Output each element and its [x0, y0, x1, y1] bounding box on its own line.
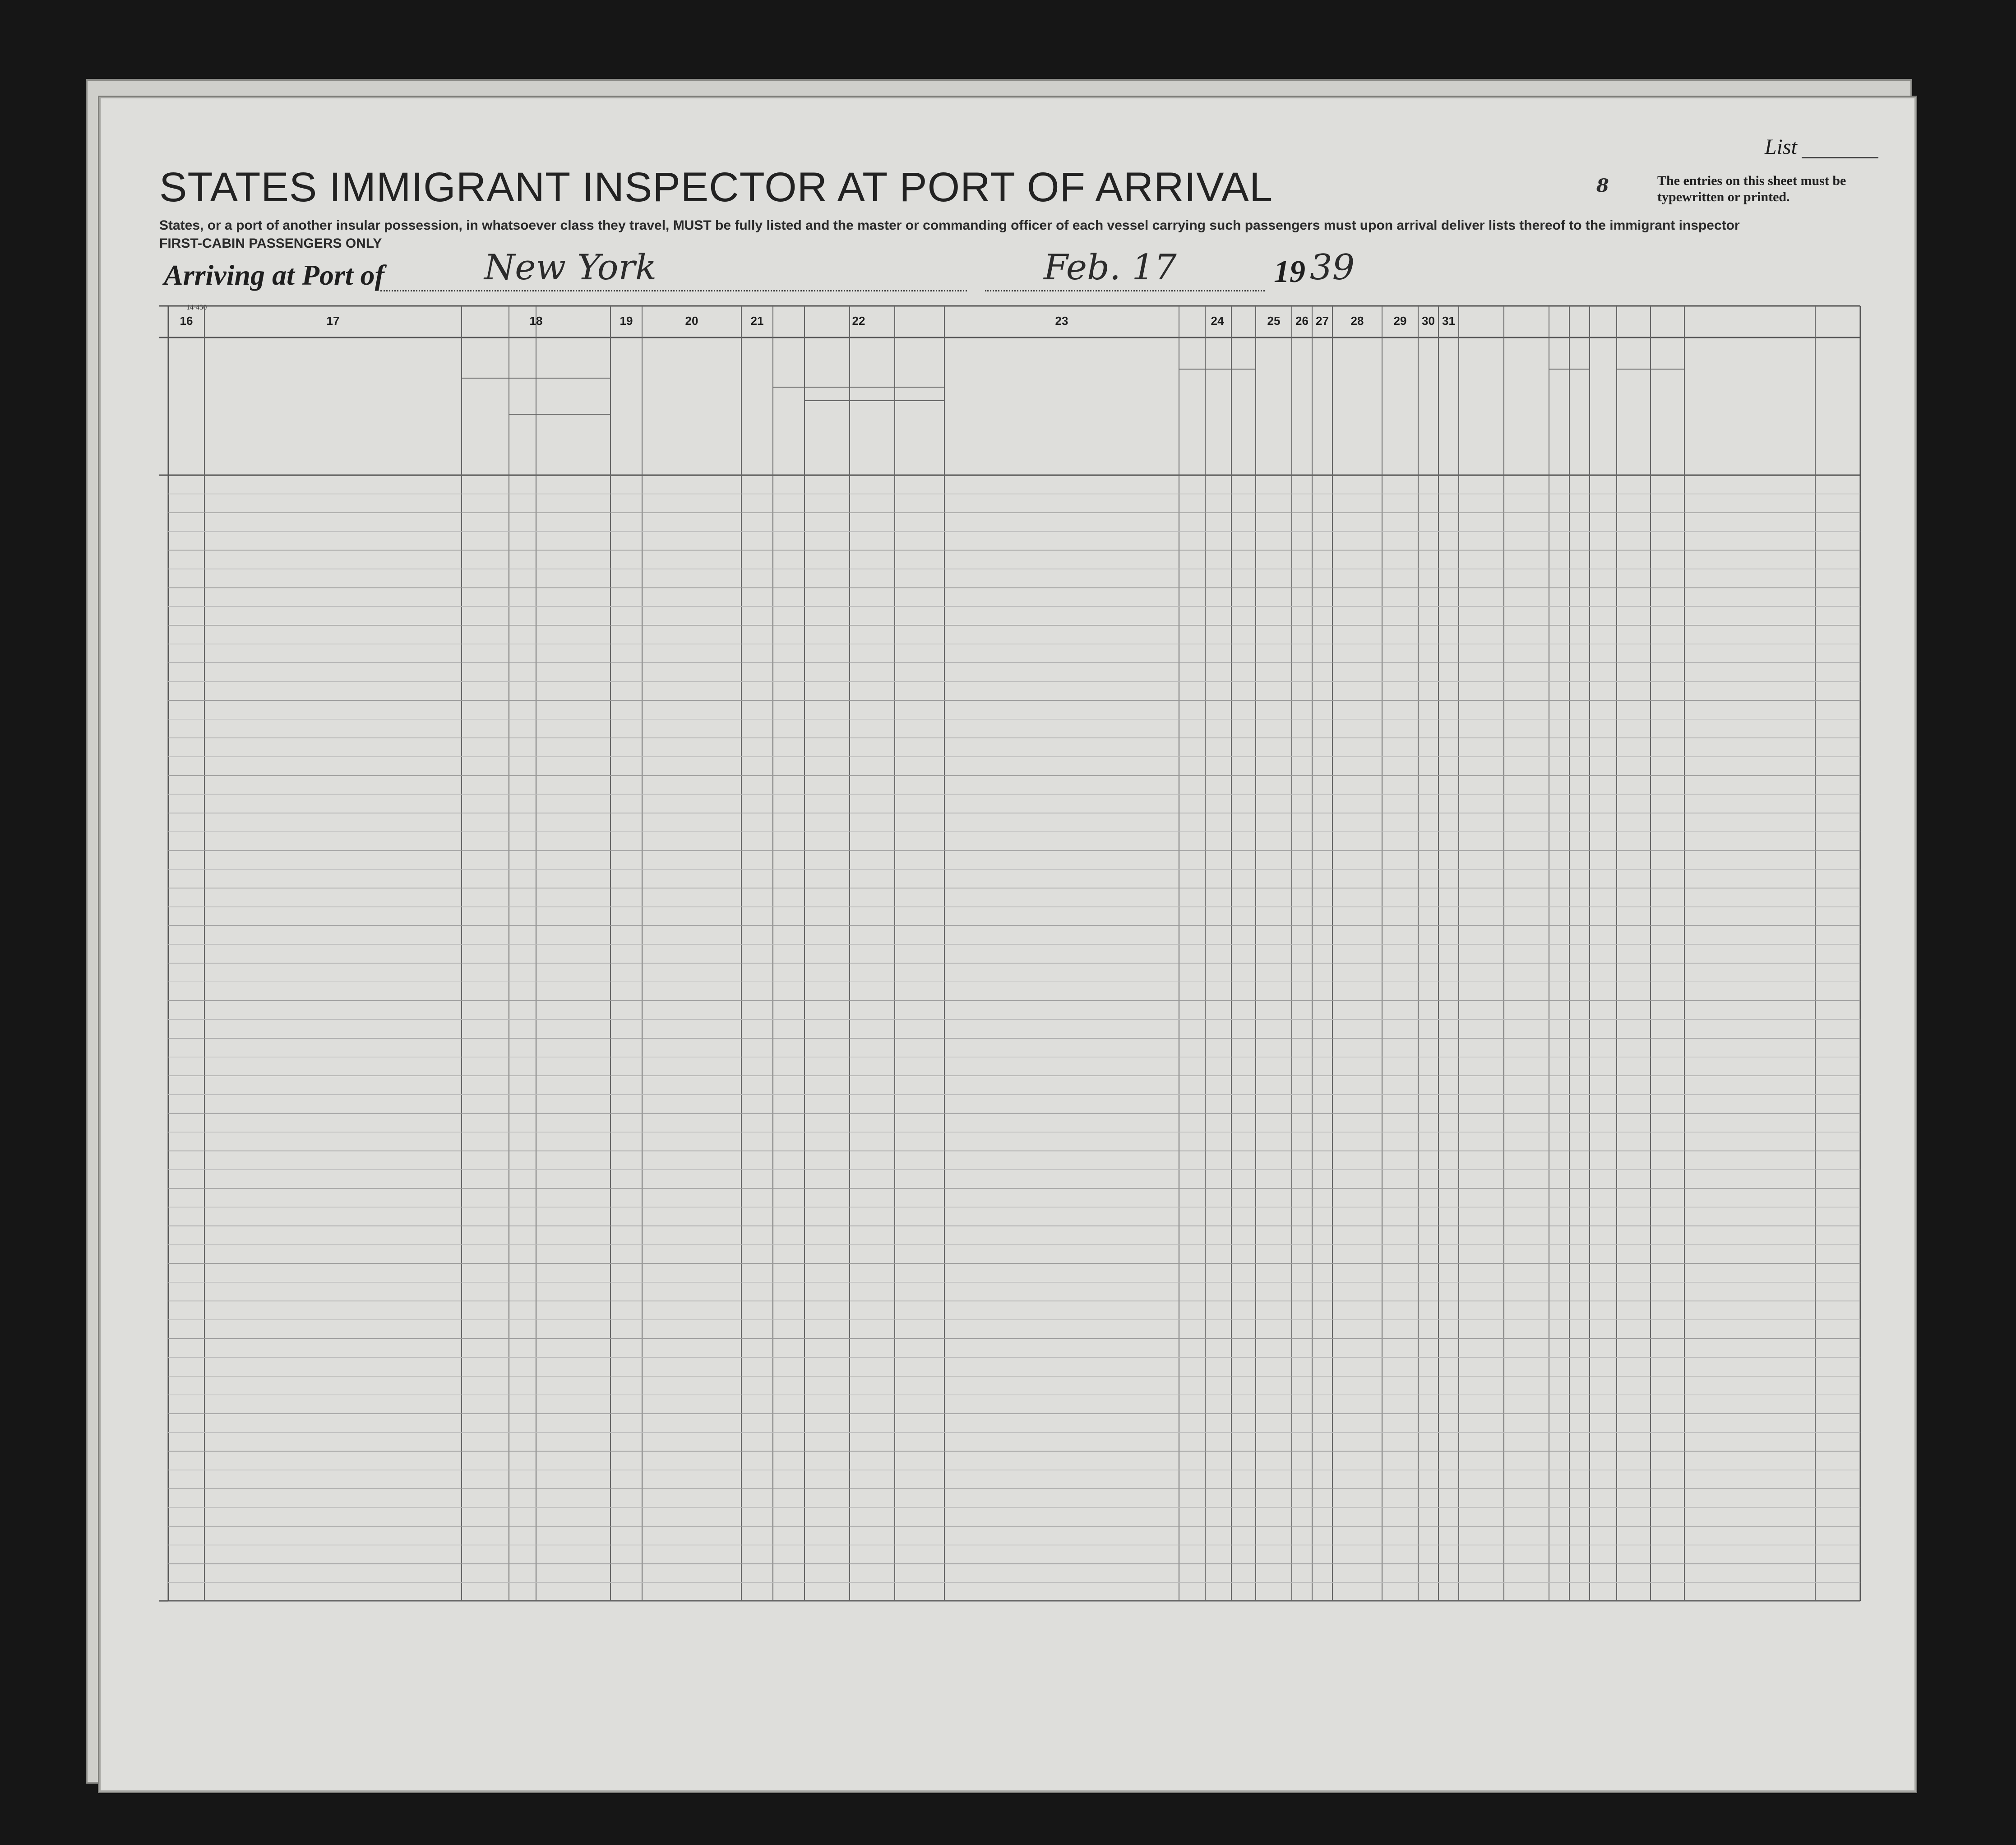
col-19-num: 19 — [620, 314, 633, 328]
form-grid — [101, 98, 1914, 1790]
col-23-num: 23 — [1055, 314, 1068, 328]
arriving-label: Arriving at Port of — [164, 259, 384, 291]
col-20-num: 20 — [685, 314, 698, 328]
col-31-num: 31 — [1442, 314, 1455, 328]
col-21-num: 21 — [750, 314, 764, 328]
col-26-num: 26 — [1295, 314, 1309, 328]
col-28-num: 28 — [1350, 314, 1364, 328]
form-title: STATES IMMIGRANT INSPECTOR AT PORT OF ARRIVAL — [159, 164, 1273, 210]
list-label: List — [1764, 135, 1797, 159]
year-suffix: 39 — [1310, 247, 1355, 288]
form-subtitle: States, or a port of another insular possession, in whatsoever class they travel, MUST be fully listed and the master or commanding officer of each vessel carrying such passengers must upon arrival deliver lists thereof to the immigrant inspector — [159, 218, 1740, 233]
col-30-num: 30 — [1422, 314, 1435, 328]
manifest-sheet — [99, 97, 1916, 1792]
form-number-top: 14-430 — [186, 304, 207, 311]
typewritten-instruction: The entries on this sheet must be typewritten or printed. — [1657, 173, 1846, 204]
col-22-num: 22 — [852, 314, 865, 328]
col-29-num: 29 — [1393, 314, 1407, 328]
date-value: Feb. 17 — [1044, 247, 1177, 288]
col-17-num: 17 — [326, 314, 340, 328]
port-value: New York — [484, 247, 657, 288]
col-24-num: 24 — [1211, 314, 1224, 328]
col-18-num: 18 — [529, 314, 543, 328]
col-16-num: 16 — [180, 314, 193, 328]
col-25-num: 25 — [1267, 314, 1281, 328]
col-27-num: 27 — [1316, 314, 1329, 328]
passenger-class: FIRST-CABIN PASSENGERS ONLY — [159, 236, 382, 251]
year-prefix: 19 — [1274, 254, 1305, 289]
sheet-number: 8 — [1596, 175, 1609, 196]
